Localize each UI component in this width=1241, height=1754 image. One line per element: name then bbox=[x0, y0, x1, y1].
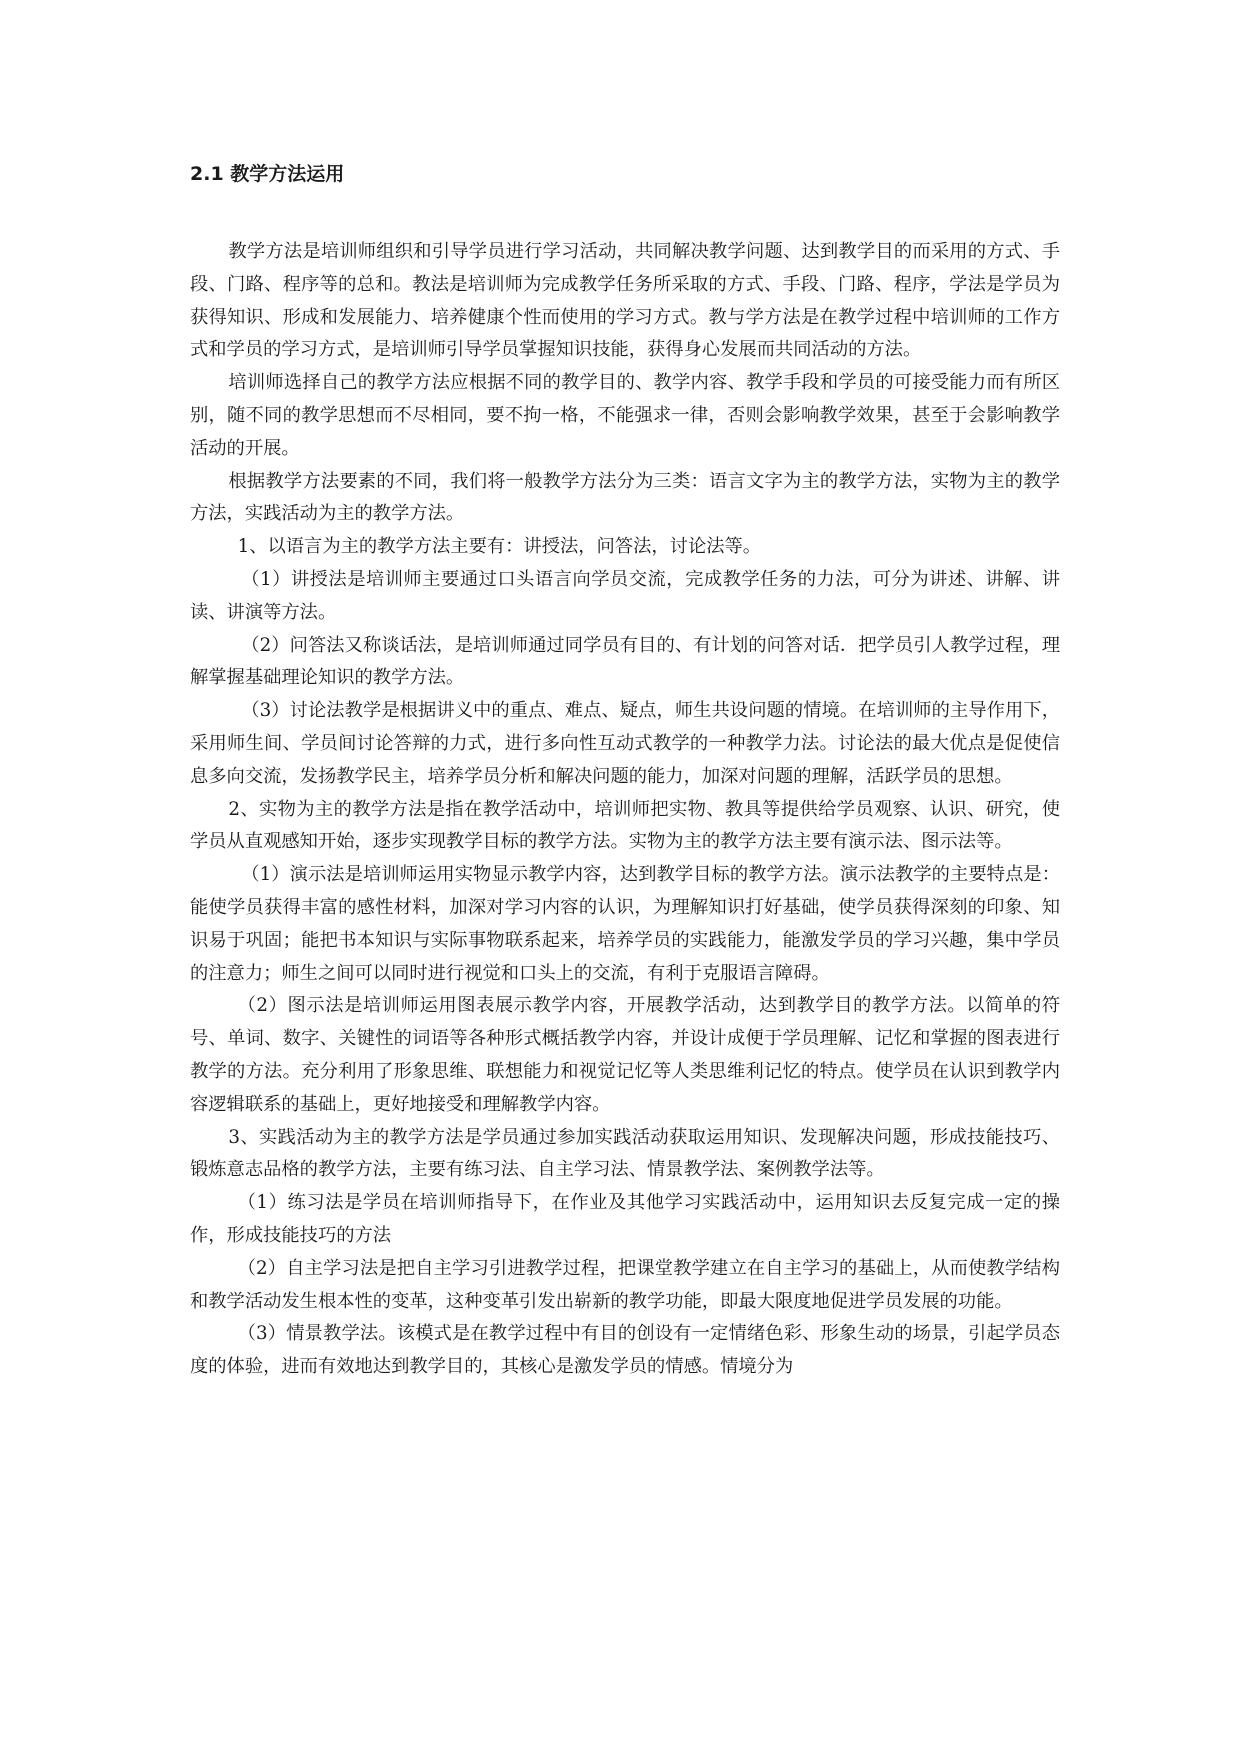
section-heading: 2.1 教学方法运用 bbox=[190, 163, 345, 185]
paragraph-question-method: （2）问答法又称谈话法，是培训师通过同学员有目的、有计划的问答对话．把学员引人教学过程，理解掌握基础理论知识的教学方法。 bbox=[190, 634, 1060, 689]
paragraph-practice-methods: 3、实践活动为主的教学方法是学员通过参加实践活动获取运用知识、发现解决问题，形成技能技巧、锻炼意志品格的教学方法，主要有练习法、自主学习法、情景教学法、案例教学法等。 bbox=[190, 1126, 1060, 1181]
paragraph-object-methods: 2、实物为主的教学方法是指在教学活动中，培训师把实物、教具等提供给学员观察、认识、研究，使学员从直观感知开始，逐步实现教学目标的教学方法。实物为主的教学方法主要有演示法、图示法等。 bbox=[190, 798, 1060, 853]
paragraph-diagram-method: （2）图示法是培训师运用图表展示教学内容，开展教学活动，达到教学目的教学方法。以简单的符号、单词、数字、关键性的词语等各种形式概括教学内容，并设计成便于学员理解、记忆和掌握的图表进行教学的方法。充分利用了形象思维、联想能力和视觉记忆等人类思维利记忆的特点。使学员在认识到教学内容逻辑联系的基础上，更好地接受和理解教学内容。 bbox=[190, 995, 1060, 1115]
paragraph-language-methods: 1、以语言为主的教学方法主要有：讲授法，问答法，讨论法等。 bbox=[237, 536, 762, 558]
paragraph-definition: 教学方法是培训师组织和引导学员进行学习活动，共同解决教学问题、达到教学目的而采用的方式、手段、门路、程序等的总和。教法是培训师为完成教学任务所采取的方式、手段、门路、程序，学法是学员为获得知识、形成和发展能力、培养健康个性而使用的学习方式。教与学方法是在教学过程中培训师的工作方式和学员的学习方式，是培训师引导学员掌握知识技能，获得身心发展而共同活动的方法。 bbox=[190, 241, 1060, 361]
paragraph-scenario-method: （3）情景教学法。该模式是在教学过程中有目的创设有一定情绪色彩、形象生动的场景，引起学员态度的体验，进而有效地达到教学目的，其核心是激发学员的情感。情境分为 bbox=[190, 1323, 1060, 1378]
paragraph-demonstration-method: （1）演示法是培训师运用实物显示教学内容，达到教学目标的教学方法。演示法教学的主要特点是：能使学员获得丰富的感性材料，加深对学习内容的认识，为理解知识打好基础，使学员获得深刻的印象、知识易于巩固；能把书本知识与实际事物联系起来，培养学员的实践能力，能激发学员的学习兴趣，集中学员的注意力；师生之间可以同时进行视觉和口头上的交流，有利于克服语言障碍。 bbox=[190, 864, 1060, 984]
paragraph-exercise-method: （1）练习法是学员在培训师指导下，在作业及其他学习实践活动中，运用知识去反复完成一定的操作，形成技能技巧的方法 bbox=[190, 1192, 1060, 1246]
paragraph-discussion-method: （3）讨论法教学是根据讲义中的重点、难点、疑点，师生共设问题的情境。在培训师的主导作用下，采用师生间、学员间讨论答辩的力式，进行多向性互动式教学的一种教学力法。讨论法的最大优点是促使信息多向交流，发扬教学民主，培养学员分析和解决问题的能力，加深对问题的理解，活跃学员的思想。 bbox=[190, 700, 1060, 787]
paragraph-classification: 根据教学方法要素的不同，我们将一般教学方法分为三类：语言文字为主的教学方法，实物为主的教学方法，实践活动为主的教学方法。 bbox=[190, 470, 1060, 525]
paragraph-lecture-method: （1）讲授法是培训师主要通过口头语言向学员交流，完成教学任务的力法，可分为讲述、讲解、讲读、讲演等方法。 bbox=[190, 568, 1060, 623]
document-page bbox=[190, 160, 1060, 1384]
paragraph-selection: 培训师选择自己的教学方法应根据不同的教学目的、教学内容、教学手段和学员的可接受能力而有所区别，随不同的教学思想而不尽相同，要不拘一格，不能强求一律，否则会影响教学效果，甚至于会影响教学活动的开展。 bbox=[190, 372, 1060, 459]
paragraph-self-study-method: （2）自主学习法是把自主学习引进教学过程，把课堂教学建立在自主学习的基础上，从而使教学结构和教学活动发生根本性的变革，这种变革引发出崭新的教学功能，即最大限度地促进学员发展的功能。 bbox=[190, 1257, 1060, 1312]
